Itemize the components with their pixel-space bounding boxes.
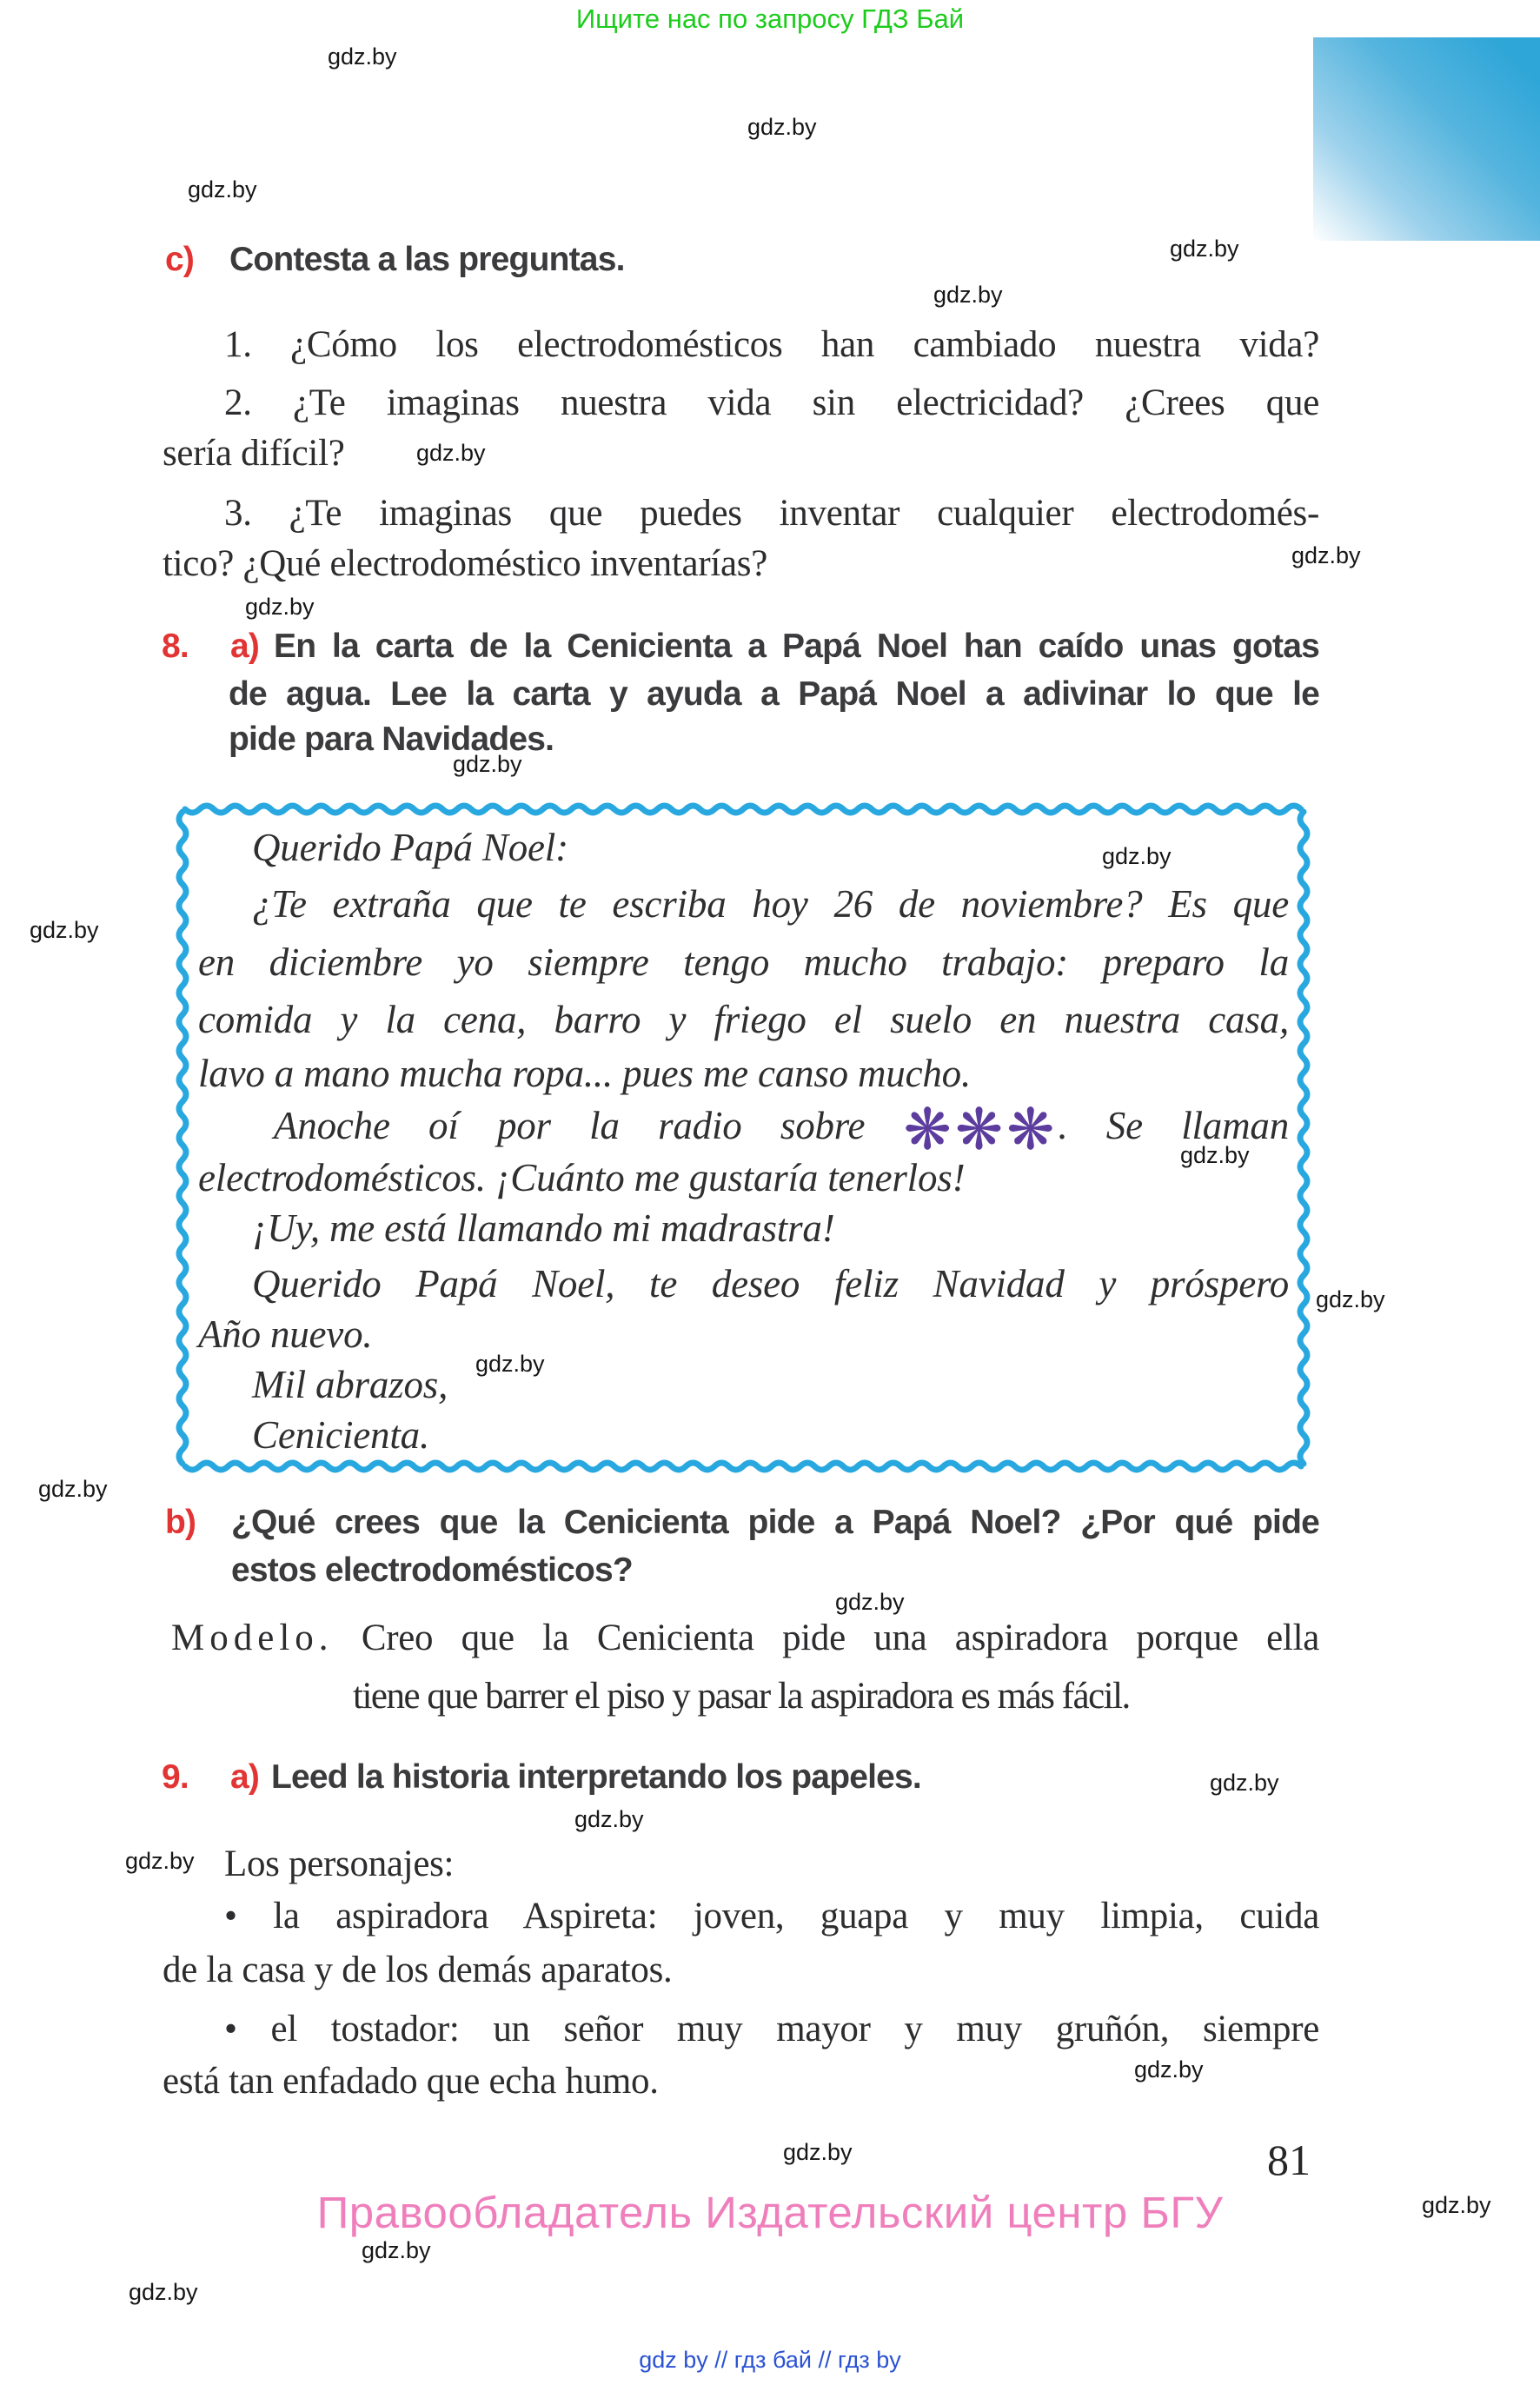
watermark: gdz.by bbox=[188, 176, 257, 203]
promo-banner: Ищите нас по запросу ГДЗ Бай bbox=[575, 3, 965, 34]
letter-line6-text-before: Anoche oí por la radio sobre bbox=[274, 1104, 866, 1147]
section-8-marker: a) bbox=[230, 628, 260, 665]
question-3-line2: tico? ¿Qué electrodoméstico inventarías? bbox=[163, 543, 767, 584]
letter-line8: ¡Uy, me está llamando mi madrastra! bbox=[252, 1206, 835, 1250]
watermark: gdz.by bbox=[835, 1589, 905, 1615]
letter-line4: comida y la cena, barro y friego el suelo en nuestra casa, bbox=[198, 998, 1289, 1041]
modelo-line2: tiene que barrer el piso y pasar la aspiradora es más fácil. bbox=[353, 1676, 1130, 1717]
watermark: gdz.by bbox=[1291, 542, 1361, 568]
bullet-tostador-line1: • el tostador: un señor muy mayor y muy gruñón, siempre bbox=[224, 2009, 1319, 2050]
bullet-tostador-line2: está tan enfadado que echa humo. bbox=[163, 2061, 659, 2102]
corner-gradient-decoration bbox=[1313, 37, 1540, 241]
section-8-line3: pide para Navidades. bbox=[229, 721, 554, 758]
wavy-frame-right bbox=[1300, 812, 1307, 1464]
question-1: 1. ¿Cómo los electrodomésticos han cambiado nuestra vida? bbox=[224, 324, 1319, 365]
bullet-aspiradora-line1: • la aspiradora Aspireta: joven, guapa y muy limpia, cuida bbox=[224, 1896, 1319, 1937]
question-2-line2: sería difícil? bbox=[163, 433, 345, 474]
modelo-line1-rest: Creo que la Cenicienta pide una aspiradora porque ella bbox=[361, 1618, 1320, 1658]
section-b-line1: ¿Qué crees que la Cenicienta pide a Papá Noel? ¿Por qué pide bbox=[231, 1504, 1319, 1541]
bullet-aspiradora-line2: de la casa y de los demás aparatos. bbox=[163, 1950, 673, 1990]
letter-box bbox=[171, 798, 1315, 1478]
watermark: gdz.by bbox=[30, 917, 99, 943]
letter-line6-text-after: . Se llaman bbox=[1058, 1104, 1289, 1147]
copyright-line: Правообладатель Издательский центр БГУ bbox=[316, 2188, 1224, 2237]
section-9-marker: a) bbox=[230, 1758, 260, 1796]
letter-closing: Mil abrazos, bbox=[252, 1363, 448, 1406]
letter-line3: en diciembre yo siempre tengo mucho trabajo: preparo la bbox=[198, 940, 1289, 984]
section-9-number: 9. bbox=[162, 1758, 189, 1796]
ink-blots-icon: ❋❋❋ bbox=[903, 1096, 1059, 1163]
question-2-line1: 2. ¿Te imaginas nuestra vida sin electricidad? ¿Crees que bbox=[224, 382, 1319, 423]
footer-links[interactable]: gdz by // гдз бай // гдз by bbox=[639, 2347, 901, 2373]
wavy-frame-top bbox=[185, 806, 1301, 813]
watermark: gdz.by bbox=[453, 751, 522, 777]
letter-line7: electrodomésticos. ¡Cuánto me gustaría tenerlos! bbox=[198, 1156, 966, 1199]
section-c-marker: c) bbox=[165, 241, 195, 278]
watermark: gdz.by bbox=[1316, 1286, 1385, 1312]
section-9-title: Leed la historia interpretando los papeles. bbox=[271, 1758, 921, 1796]
section-c-title: Contesta a las preguntas. bbox=[229, 241, 625, 278]
watermark: gdz.by bbox=[574, 1806, 644, 1832]
watermark: gdz.by bbox=[747, 114, 817, 140]
watermark: gdz.by bbox=[1180, 1142, 1250, 1168]
modelo-label: Modelo. bbox=[171, 1618, 334, 1658]
watermark: gdz.by bbox=[1422, 2192, 1491, 2218]
wavy-frame-bottom bbox=[185, 1463, 1301, 1470]
letter-line9: Querido Papá Noel, te deseo feliz Navidad y próspero bbox=[252, 1262, 1289, 1305]
watermark: gdz.by bbox=[1102, 843, 1172, 869]
letter-salutation: Querido Papá Noel: bbox=[252, 826, 568, 869]
letter-line5: lavo a mano mucha ropa... pues me canso mucho. bbox=[198, 1052, 971, 1095]
modelo-line1 bbox=[171, 1617, 1319, 1661]
watermark: gdz.by bbox=[1210, 1770, 1279, 1796]
watermark: gdz.by bbox=[783, 2139, 853, 2165]
watermark: gdz.by bbox=[933, 282, 1003, 308]
page-number: 81 bbox=[1267, 2136, 1311, 2184]
letter-line2: ¿Te extraña que te escriba hoy 26 de noviembre? Es que bbox=[252, 882, 1289, 926]
section-b-line2: estos electrodomésticos? bbox=[231, 1551, 633, 1589]
personajes-title: Los personajes: bbox=[224, 1844, 455, 1884]
watermark: gdz.by bbox=[1170, 236, 1239, 262]
letter-signature: Cenicienta. bbox=[252, 1413, 429, 1457]
question-3-line1: 3. ¿Te imaginas que puedes inventar cualquier electrodomés- bbox=[224, 493, 1319, 534]
watermark: gdz.by bbox=[475, 1351, 545, 1377]
letter-line10: Año nuevo. bbox=[198, 1312, 373, 1356]
watermark: gdz.by bbox=[38, 1476, 108, 1502]
watermark: gdz.by bbox=[245, 594, 315, 620]
watermark: gdz.by bbox=[362, 2237, 431, 2263]
section-8-line1: En la carta de la Cenicienta a Papá Noel han caído unas gotas bbox=[274, 628, 1319, 665]
watermark: gdz.by bbox=[328, 43, 397, 70]
wavy-frame-left bbox=[179, 812, 186, 1464]
watermark: gdz.by bbox=[1134, 2056, 1204, 2083]
watermark: gdz.by bbox=[416, 440, 486, 466]
section-8-line2: de agua. Lee la carta y ayuda a Papá Noel a adivinar lo que le bbox=[229, 675, 1319, 713]
section-b-marker: b) bbox=[165, 1504, 196, 1541]
watermark: gdz.by bbox=[129, 2279, 198, 2305]
watermark: gdz.by bbox=[125, 1848, 195, 1874]
section-8-number: 8. bbox=[162, 628, 189, 665]
